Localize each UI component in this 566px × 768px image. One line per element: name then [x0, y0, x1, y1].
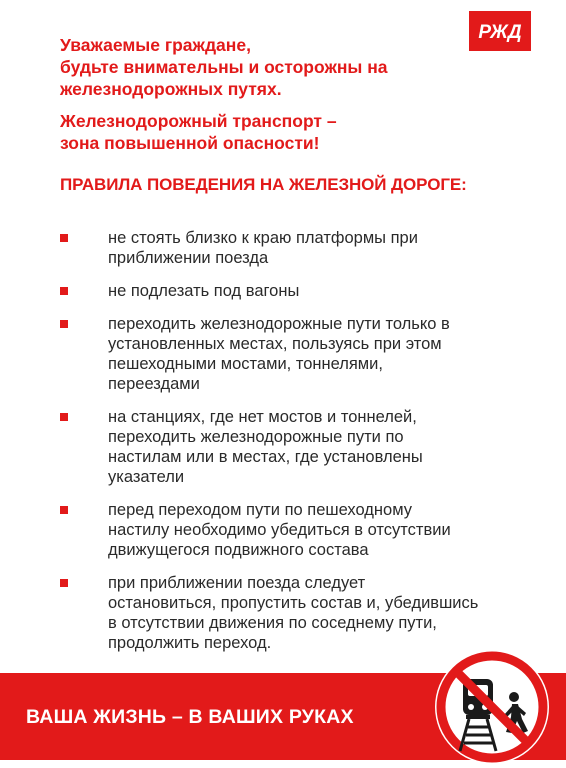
rule-item: [60, 407, 520, 487]
danger-line: зона повышенной опасности!: [60, 133, 320, 153]
bullet-icon: [60, 234, 68, 242]
greeting-line: будьте внимательны и осторожны на: [60, 57, 388, 77]
danger-zone-text: [60, 110, 460, 154]
bullet-icon: [60, 413, 68, 421]
rule-line: на станциях, где нет мостов и тоннелей,: [108, 408, 417, 426]
rule-line: настилам или в местах, где установлены: [108, 448, 423, 466]
bullet-icon: [60, 579, 68, 587]
rule-line: переходить железнодорожные пути только в: [108, 315, 450, 333]
rule-line: в отсутствии движения по соседнему пути,: [108, 614, 437, 632]
rules-list: [60, 228, 520, 666]
warning-heading: [60, 34, 460, 154]
rule-line: перед переходом пути по пешеходному: [108, 501, 413, 519]
bullet-icon: [60, 320, 68, 328]
rzd-logo-icon: [469, 11, 531, 51]
bullet-icon: [60, 287, 68, 295]
greeting-text: [60, 34, 460, 100]
banner-slogan: ВАША ЖИЗНЬ – В ВАШИХ РУКАХ: [26, 706, 354, 728]
greeting-line: железнодорожных путях.: [60, 79, 282, 99]
rule-line: переездами: [108, 375, 200, 393]
rule-line: указатели: [108, 468, 185, 486]
rule-line: пешеходными мостами, тоннелями,: [108, 355, 383, 373]
danger-line: Железнодорожный транспорт –: [60, 111, 337, 131]
logo-text: РЖД: [478, 22, 522, 43]
rule-line: движущегося подвижного состава: [108, 541, 369, 559]
rule-line: приближении поезда: [108, 249, 269, 267]
rule-item: [60, 228, 520, 268]
rule-line: установленных местах, пользуясь при этом: [108, 335, 442, 353]
rule-item: [60, 573, 520, 653]
greeting-line: Уважаемые граждане,: [60, 35, 251, 55]
rules-title: ПРАВИЛА ПОВЕДЕНИЯ НА ЖЕЛЕЗНОЙ ДОРОГЕ:: [60, 175, 467, 194]
rule-line: остановиться, пропустить состав и, убедившись: [108, 594, 479, 612]
rule-line: не подлезать под вагоны: [108, 282, 300, 300]
bullet-icon: [60, 506, 68, 514]
rule-line: продолжить переход.: [108, 634, 272, 652]
rule-item: [60, 314, 520, 394]
rule-line: переходить железнодорожные пути по: [108, 428, 404, 446]
rule-line: настилу необходимо убедиться в отсутствии: [108, 521, 451, 539]
rule-line: не стоять близко к краю платформы при: [108, 229, 418, 247]
rule-item: [60, 281, 520, 301]
rule-item: [60, 500, 520, 560]
no-crossing-tracks-sign-icon: [432, 647, 552, 767]
rule-line: при приближении поезда следует: [108, 574, 366, 592]
